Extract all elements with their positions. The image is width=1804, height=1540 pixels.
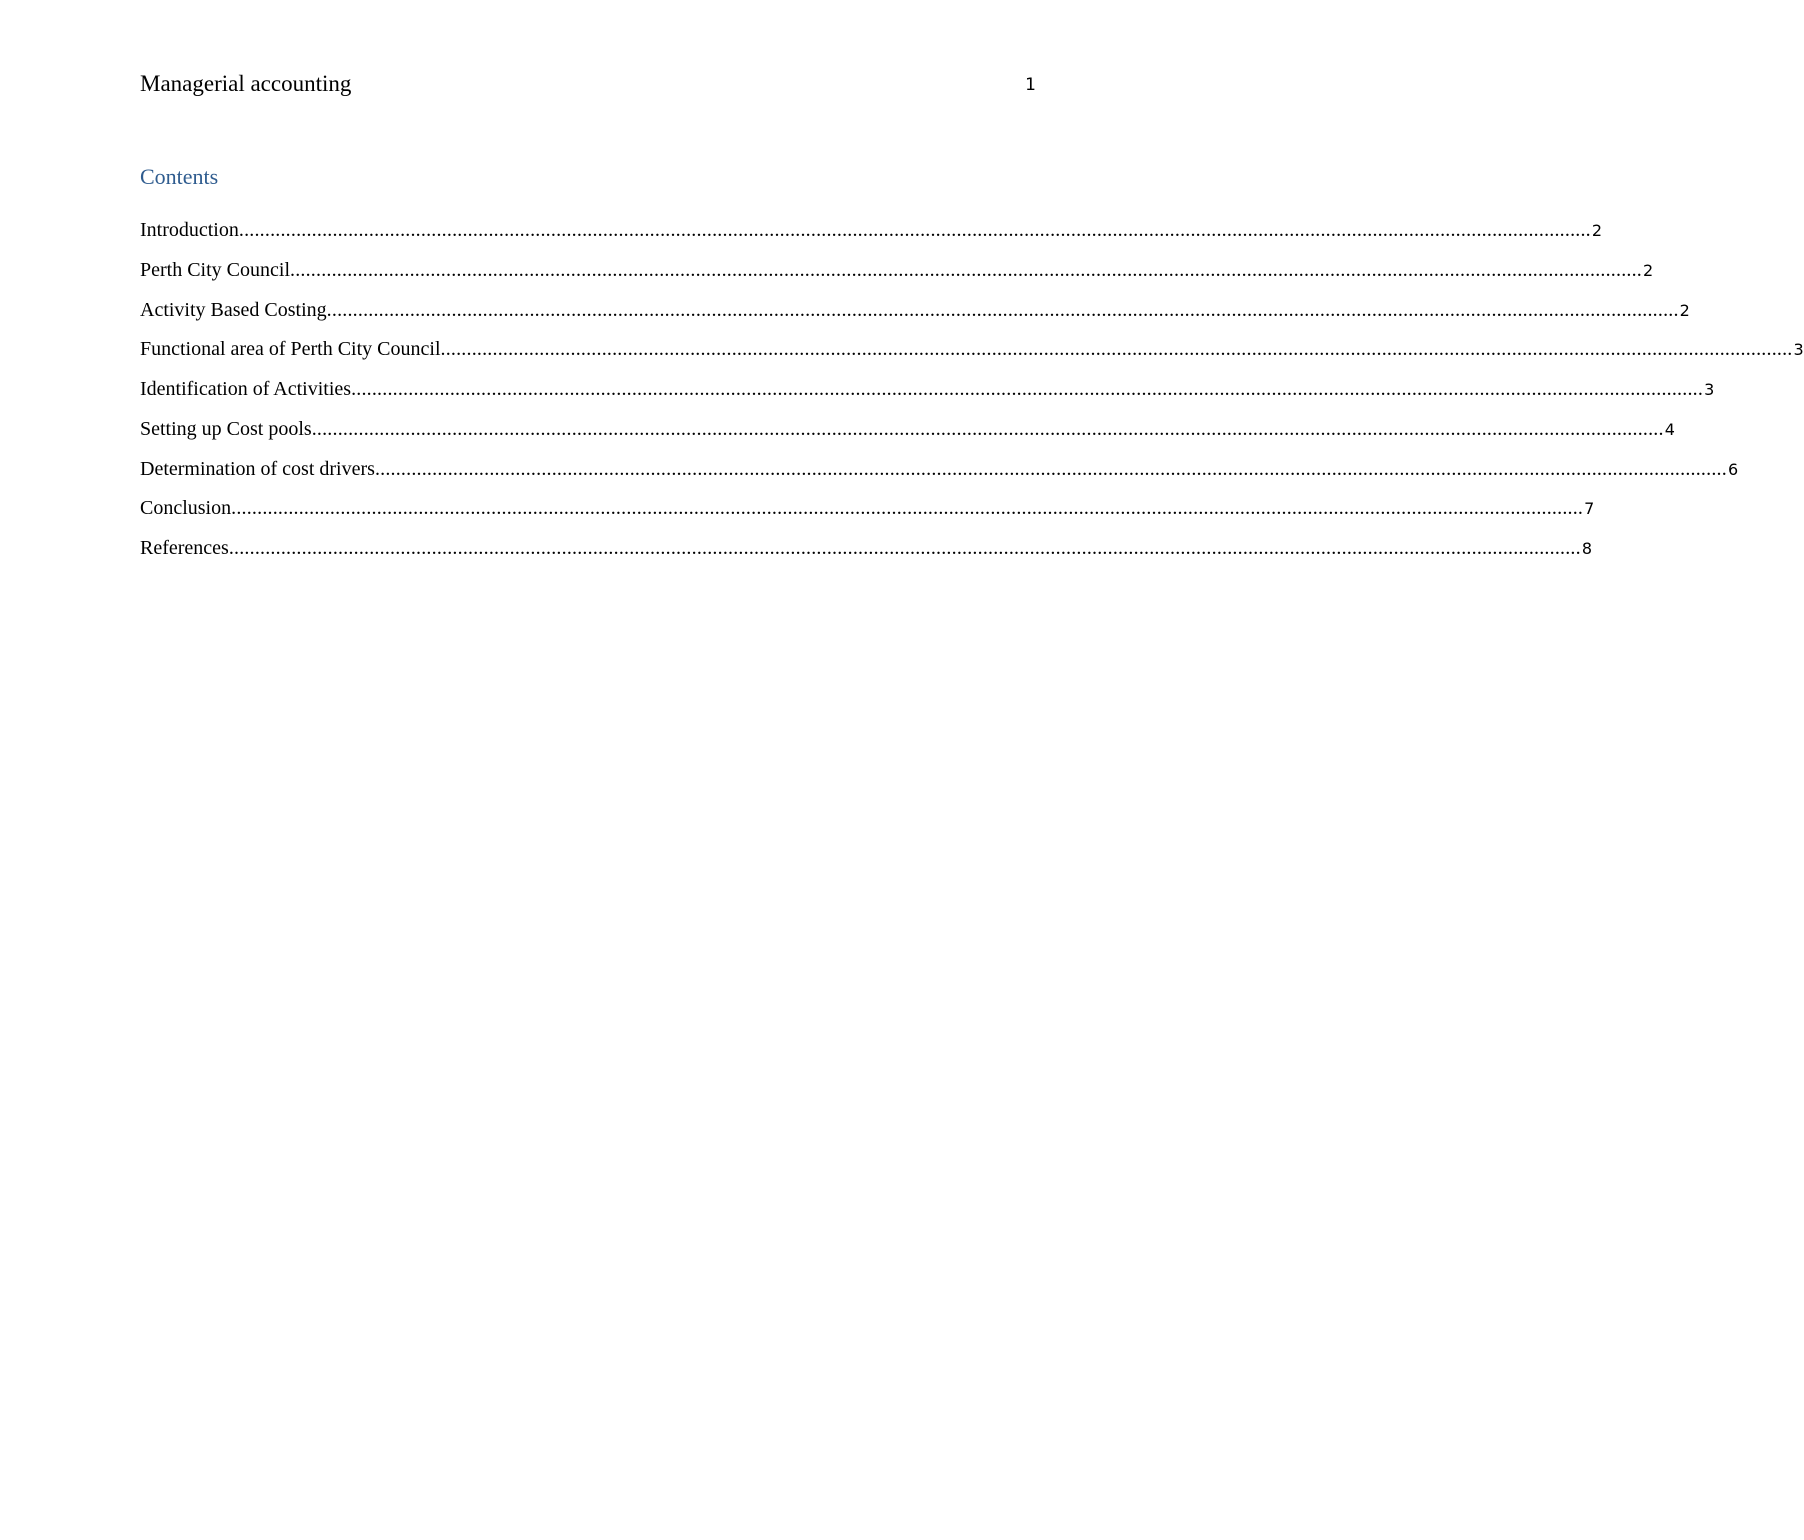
toc-entry-introduction[interactable]: [140, 212, 1603, 252]
toc-entry-label: References: [140, 537, 229, 559]
page-header: [140, 68, 1048, 102]
toc-heading: Contents: [140, 164, 219, 189]
toc-dot-leader: ....................................................................................................................................................................................................................................................................: [374, 457, 1727, 480]
toc-entry-page: 3: [1704, 380, 1715, 399]
toc-entry-activity-based-costing[interactable]: [140, 292, 1690, 332]
toc-entry-page: 2: [1591, 221, 1603, 240]
toc-entry-label: Conclusion: [140, 497, 232, 520]
toc-entry-identification-of-activities[interactable]: [140, 371, 1715, 411]
toc-entry-perth-city-council[interactable]: [140, 252, 1654, 292]
toc-entry-conclusion[interactable]: [140, 490, 1595, 530]
page-number: 1: [1025, 75, 1036, 95]
toc-entry-label: Functional area of Perth City Council: [140, 338, 441, 361]
toc-entry-label: Introduction: [140, 219, 239, 241]
toc-entry-setting-up-cost-pools[interactable]: [140, 411, 1675, 451]
toc-entry-determination-of-cost-drivers[interactable]: [140, 451, 1739, 491]
toc-entry-references[interactable]: [140, 530, 1593, 570]
toc-dot-leader: ....................................................................................................................................................................................................................................................................: [231, 497, 1584, 520]
toc-entry-label: Perth City Council: [140, 258, 290, 281]
toc-dot-leader: ....................................................................................................................................................................................................................................................................: [311, 417, 1664, 440]
toc-entry-page: 6: [1727, 459, 1739, 479]
toc-dot-leader: ....................................................................................................................................................................................................................................................................: [228, 537, 1581, 559]
toc-entry-functional-area[interactable]: [140, 331, 1804, 371]
toc-entry-label: Identification of Activities: [140, 378, 352, 400]
toc-entry-page: 8: [1581, 539, 1593, 558]
toc-dot-leader: ....................................................................................................................................................................................................................................................................: [440, 338, 1793, 361]
toc-dot-leader: ....................................................................................................................................................................................................................................................................: [238, 219, 1591, 241]
toc-dot-leader: ....................................................................................................................................................................................................................................................................: [290, 258, 1642, 281]
table-of-contents: [140, 212, 1804, 570]
toc-entry-label: Setting up Cost pools: [140, 417, 312, 440]
toc-entry-page: 4: [1664, 419, 1675, 439]
document-title: Managerial accounting: [140, 71, 352, 96]
toc-entry-page: 2: [1643, 260, 1654, 280]
toc-entry-label: Activity Based Costing: [140, 298, 327, 321]
toc-dot-leader: ....................................................................................................................................................................................................................................................................: [351, 378, 1704, 400]
toc-entry-page: 3: [1793, 340, 1804, 360]
toc-entry-page: 2: [1679, 300, 1690, 320]
toc-entry-label: Determination of cost drivers: [140, 457, 375, 480]
toc-entry-page: 7: [1584, 499, 1595, 519]
toc-dot-leader: ....................................................................................................................................................................................................................................................................: [326, 298, 1679, 321]
